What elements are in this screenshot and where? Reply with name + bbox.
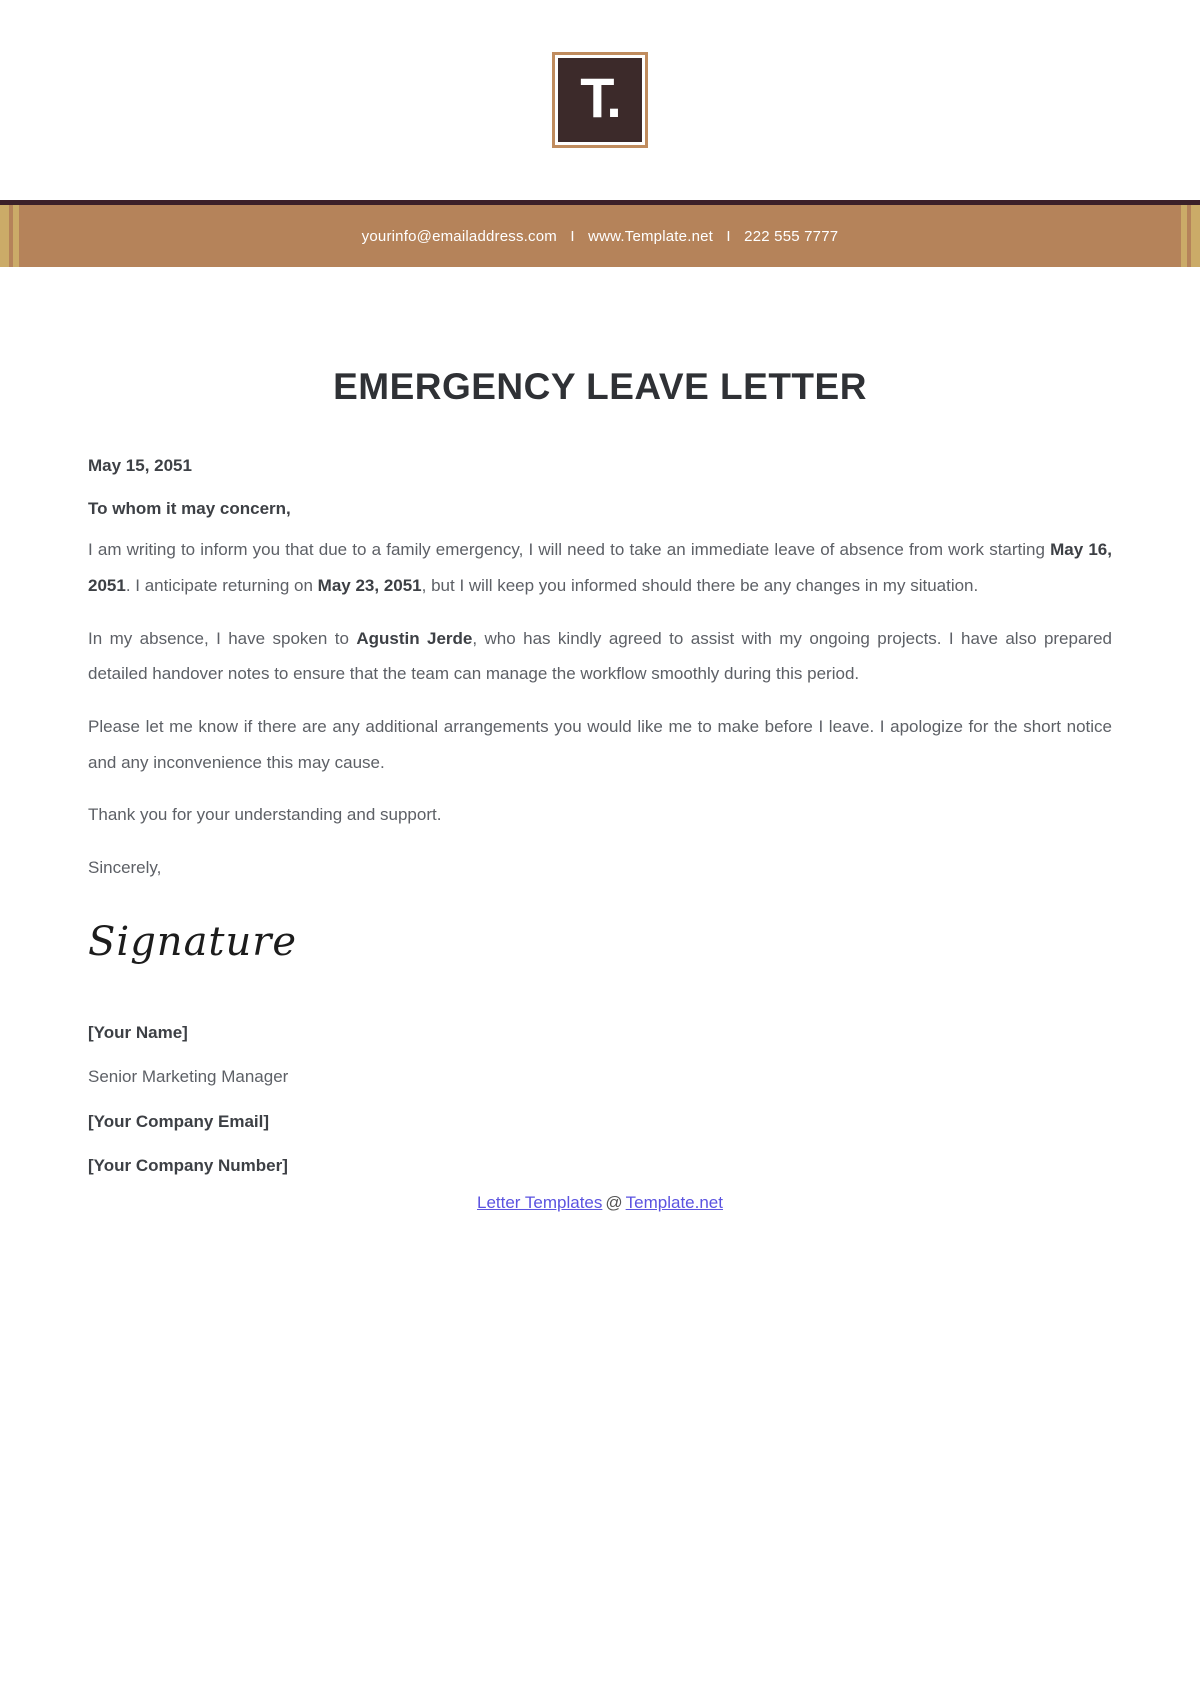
p1-start-date: May 16, 2051 <box>88 540 1112 595</box>
p2-text-a: In my absence, I have spoken to <box>88 628 357 648</box>
contact-email[interactable]: yourinfo@emailaddress.com <box>361 227 557 245</box>
right-edge-stripes <box>1181 205 1200 267</box>
contact-website[interactable]: www.Template.net <box>588 227 714 245</box>
sender-email: [Your Company Email] <box>88 1111 270 1131</box>
brand-logo <box>552 52 648 148</box>
logo-inner-square <box>558 58 642 142</box>
p1-text-c: , but I will keep you informed should there be any changes in my situation. <box>421 575 979 595</box>
stripe-inner-left <box>13 205 19 267</box>
contact-separator-2: I <box>726 227 731 245</box>
stripe-outer-left <box>0 205 9 267</box>
logo-letter-t-icon: T. <box>580 66 620 129</box>
contact-bar <box>0 205 1200 267</box>
p2-text-b: , who has kindly agreed to assist with my ongoing projects. I have also prepared detailed handover notes to ensure that the team can manage the workflow smoothly during this period. <box>88 628 1112 684</box>
footer-at-symbol: @ <box>605 1192 623 1212</box>
contact-separator-1: I <box>570 227 575 245</box>
contact-bar-wrapper <box>0 200 1200 267</box>
letter-date: May 15, 2051 <box>88 456 192 476</box>
letter-body <box>0 365 1200 1213</box>
p2-colleague-name: Agustin Jerde <box>356 628 473 648</box>
signature-mark: Signature <box>88 918 298 965</box>
sender-block <box>88 1020 1112 1179</box>
sender-number: [Your Company Number] <box>88 1156 288 1176</box>
page-title: EMERGENCY LEAVE LETTER <box>333 366 867 407</box>
left-edge-stripes <box>0 205 19 267</box>
stripe-outer-right <box>1191 205 1200 267</box>
contact-phone[interactable]: 222 555 7777 <box>744 227 839 245</box>
letter-salutation: To whom it may concern, <box>88 499 291 519</box>
p1-text-b: . I anticipate returning on <box>125 575 318 595</box>
letter-paragraph-4: Thank you for your understanding and support. <box>88 805 442 825</box>
letter-paragraph-1 <box>88 532 1112 603</box>
letter-paragraph-3: Please let me know if there are any additional arrangements you would like me to make before I leave. I apologize for the short notice and any inconvenience this may cause. <box>88 716 1112 772</box>
letter-closing-word: Sincerely, <box>88 857 162 877</box>
sender-name: [Your Name] <box>88 1022 188 1042</box>
contact-info <box>362 228 839 245</box>
sender-role: Senior Marketing Manager <box>88 1067 289 1087</box>
p1-return-date: May 23, 2051 <box>317 575 422 595</box>
p1-text-a: I am writing to inform you that due to a family emergency, I will need to take an immediate leave of absence from work starting <box>88 540 1051 560</box>
template-net-link[interactable]: Template.net <box>625 1192 723 1212</box>
footer-attribution <box>88 1193 1112 1213</box>
letter-paragraph-2 <box>88 621 1112 692</box>
logo-area <box>0 0 1200 200</box>
letter-templates-link[interactable]: Letter Templates <box>477 1192 603 1212</box>
